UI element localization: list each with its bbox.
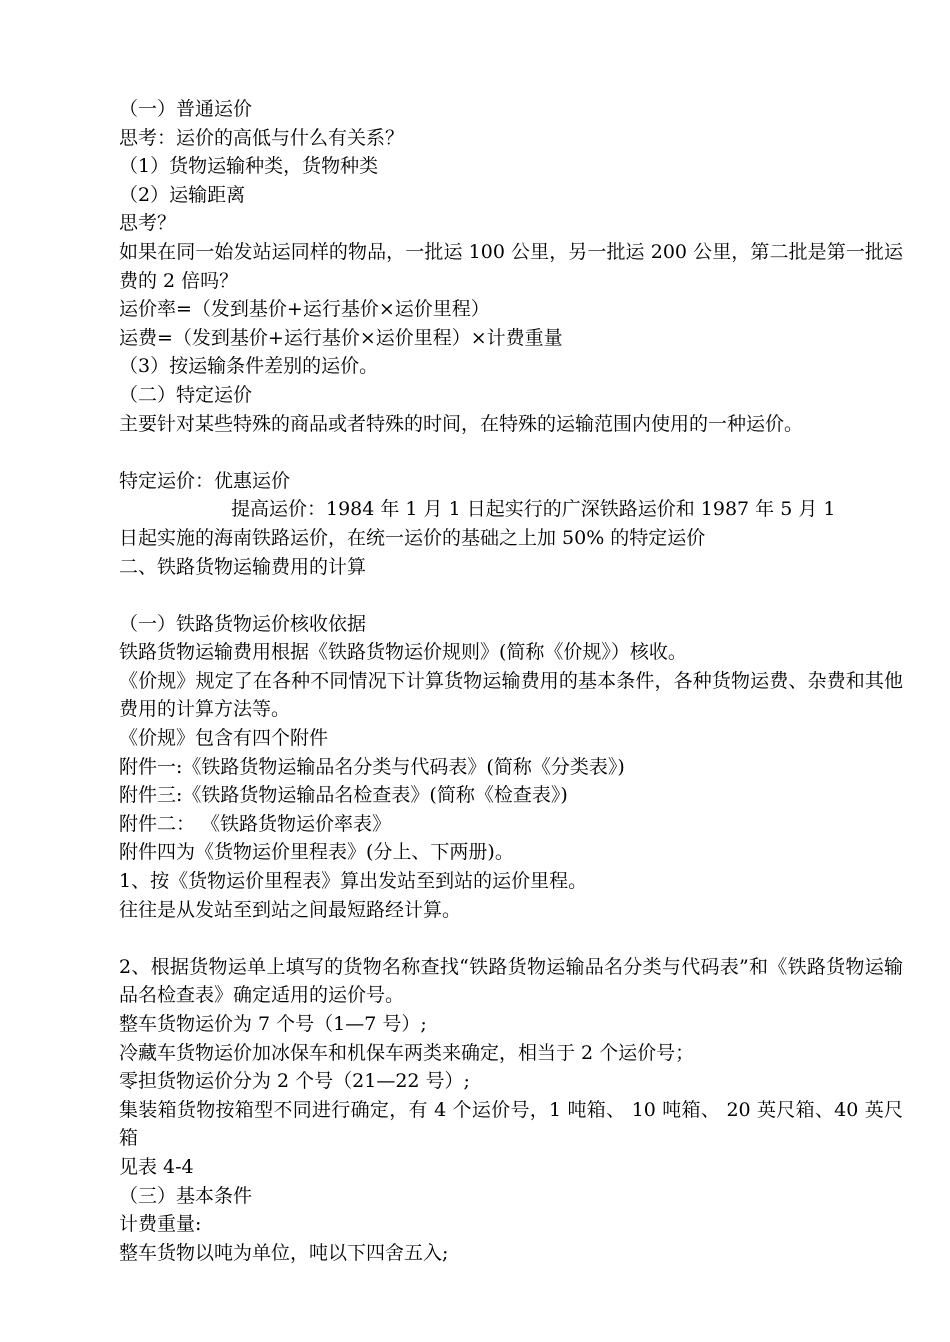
heading-special-rate: （二）特定运价 — [119, 383, 253, 406]
paragraph: 集装箱货物按箱型不同进行确定，有 4 个运价号，1 吨箱、 10 吨箱、 20 英尺箱、40 英尺箱 — [119, 1098, 903, 1150]
appendix-item: 附件四为《货物运价里程表》(分上、下两册)。 — [119, 841, 514, 864]
text-line: 思考？ — [119, 212, 177, 235]
text-line: （3）按运输条件差别的运价。 — [119, 355, 379, 378]
text-line: 计费重量: — [119, 1213, 202, 1236]
text-line: 见表 4-4 — [119, 1155, 194, 1178]
section-heading: 二、铁路货物运输费用的计算 — [119, 555, 367, 578]
blank-line — [119, 581, 903, 610]
document-page — [119, 95, 903, 1267]
text-line: 冷藏车货物运价加冰保车和机保车两类来确定，相当于 2 个运价号； — [119, 1041, 695, 1064]
heading-ordinary-rate: （一）普通运价 — [119, 98, 253, 120]
formula-fee: 运费=（发到基价+运行基价×运价里程）×计费重量 — [119, 326, 563, 349]
appendix-item: 附件一:《铁路货物运输品名分类与代码表》(简称《分类表》) — [119, 755, 625, 778]
appendix-item: 附件二： 《铁路货物运价率表》 — [119, 812, 392, 835]
appendix-item: 附件三:《铁路货物运输品名检查表》(简称《检查表》) — [119, 784, 568, 807]
subsection-heading: （一）铁路货物运价核收依据 — [119, 612, 367, 635]
text-line: 主要针对某些特殊的商品或者特殊的时间，在特殊的运输范围内使用的一种运价。 — [119, 412, 804, 435]
text-line: 零担货物运价分为 2 个号（21—22 号）; — [119, 1070, 470, 1093]
paragraph: 2、根据货物运单上填写的货物名称查找“铁路货物运输品名分类与代码表”和《铁路货物运输品名检查表》确定适用的运价号。 — [119, 955, 903, 1007]
text-line: （1）货物运输种类，货物种类 — [119, 155, 379, 178]
paragraph: 如果在同一始发站运同样的物品，一批运 100 公里，另一批运 200 公里，第二批是第一批运费的 2 倍吗？ — [119, 240, 903, 292]
paragraph: 《价规》规定了在各种不同情况下计算货物运输费用的基本条件，各种货物运费、杂费和其他费用的计算方法等。 — [119, 669, 903, 721]
text-line: 整车货物运价为 7 个号（1—7 号）; — [119, 1013, 427, 1035]
text-line: 往往是从发站至到站之间最短路经计算。 — [119, 898, 462, 921]
blank-line — [119, 438, 903, 467]
text-line: 特定运价：优惠运价 — [119, 469, 291, 492]
text-line: 《价规》包含有四个附件 — [119, 727, 329, 750]
subsection-heading: （三）基本条件 — [119, 1184, 253, 1207]
text-line: 思考：运价的高低与什么有关系？ — [119, 126, 405, 149]
text-line: （2）运输距离 — [119, 183, 246, 206]
text-line: 整车货物以吨为单位，吨以下四舍五入; — [119, 1241, 449, 1264]
text-line: 铁路货物运输费用根据《铁路货物运价规则》(简称《价规》）核收。 — [119, 641, 687, 664]
text-line: 日起实施的海南铁路运价，在统一运价的基础之上加 50% 的特定运价 — [119, 526, 706, 549]
blank-line — [119, 924, 903, 953]
formula-rate: 运价率=（发到基价+运行基价×运价里程） — [119, 298, 490, 321]
text-line-indented: 提高运价：1984 年 1 月 1 日起实行的广深铁路运价和 1987 年 5 月 1 — [231, 498, 836, 521]
text-line: 1、按《货物运价里程表》算出发站至到站的运价里程。 — [119, 870, 588, 893]
